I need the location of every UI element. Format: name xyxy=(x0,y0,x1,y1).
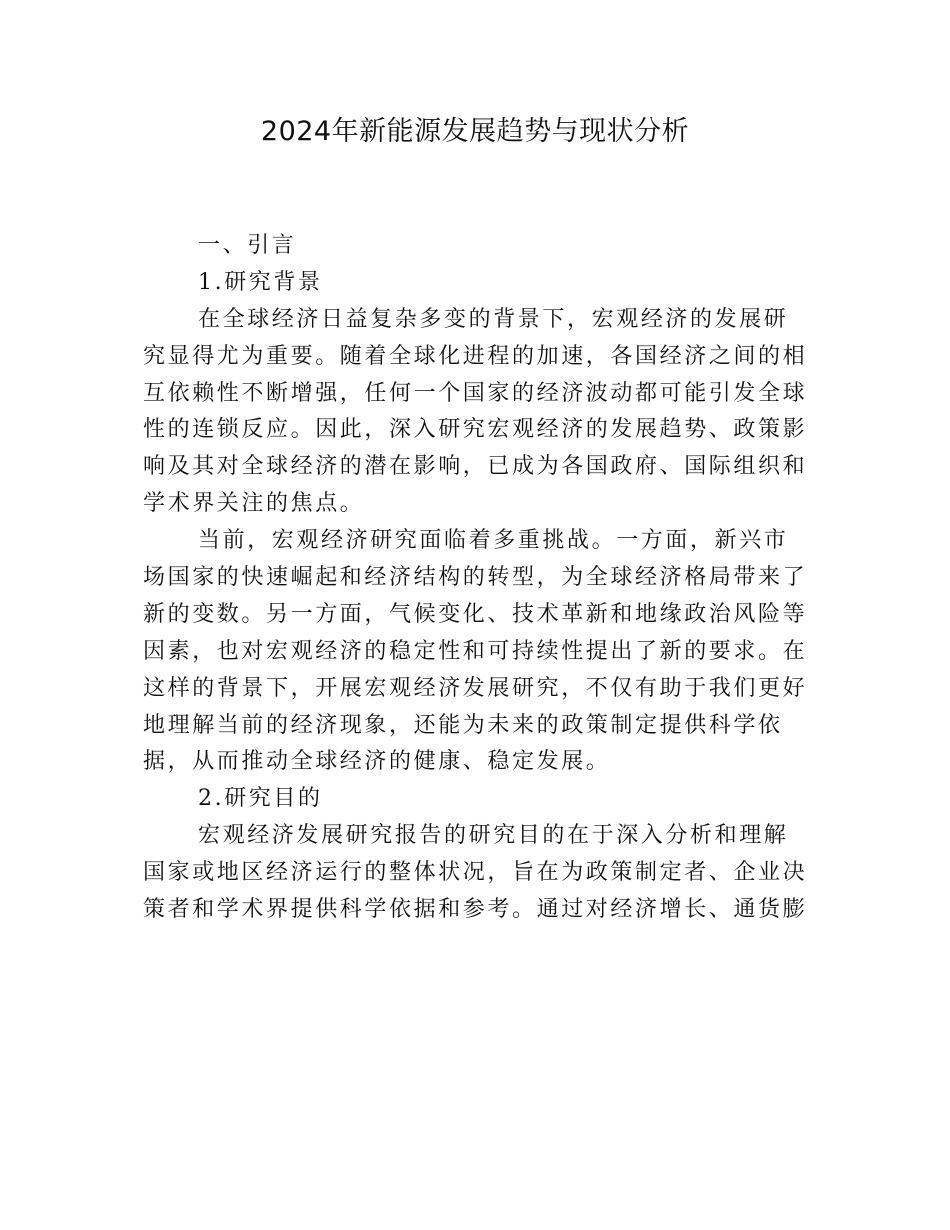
paragraph-line: 性的连锁反应。因此，深入研究宏观经济的发展趋势、政策影 xyxy=(143,417,808,443)
paragraph-line: 响及其对全球经济的潜在影响，已成为各国政府、国际组织和 xyxy=(143,454,808,480)
paragraph-line: 新的变数。另一方面，气候变化、技术革新和地缘政治风险等 xyxy=(143,601,808,627)
paragraph-line: 究显得尤为重要。随着全球化进程的加速，各国经济之间的相 xyxy=(143,343,808,369)
paragraph-background-2 xyxy=(143,523,813,781)
paragraph-line: 互依赖性不断增强，任何一个国家的经济波动都可能引发全球 xyxy=(143,380,808,406)
paragraph-line: 在全球经济日益复杂多变的背景下，宏观经济的发展研 xyxy=(198,306,789,332)
paragraph-background-1 xyxy=(143,302,813,523)
paragraph-line: 学术界关注的焦点。 xyxy=(143,491,365,517)
document-title: 2024年新能源发展趋势与现状分析 xyxy=(260,116,690,147)
paragraph-line: 因素，也对宏观经济的稳定性和可持续性提出了新的要求。在 xyxy=(143,638,808,664)
subsection-heading-research-purpose: 2.研究目的 xyxy=(198,786,323,812)
subsection-heading-research-background: 1.研究背景 xyxy=(198,269,323,295)
paragraph-line: 这样的背景下，开展宏观经济发展研究，不仅有助于我们更好 xyxy=(143,675,808,701)
paragraph-line: 场国家的快速崛起和经济结构的转型，为全球经济格局带来了 xyxy=(143,565,808,591)
paragraph-line: 策者和学术界提供科学依据和参考。通过对经济增长、通货膨 xyxy=(143,897,808,923)
paragraph-line: 宏观经济发展研究报告的研究目的在于深入分析和理解 xyxy=(198,823,789,849)
section-heading-introduction: 一、引言 xyxy=(198,233,297,258)
paragraph-line: 当前，宏观经济研究面临着多重挑战。一方面，新兴市 xyxy=(198,528,789,554)
document-body xyxy=(143,228,813,929)
paragraph-purpose-1 xyxy=(143,818,813,929)
paragraph-line: 据，从而推动全球经济的健康、稳定发展。 xyxy=(143,749,611,775)
paragraph-line: 国家或地区经济运行的整体状况，旨在为政策制定者、企业决 xyxy=(143,860,808,886)
paragraph-line: 地理解当前的经济现象，还能为未来的政策制定提供科学依 xyxy=(143,712,783,738)
